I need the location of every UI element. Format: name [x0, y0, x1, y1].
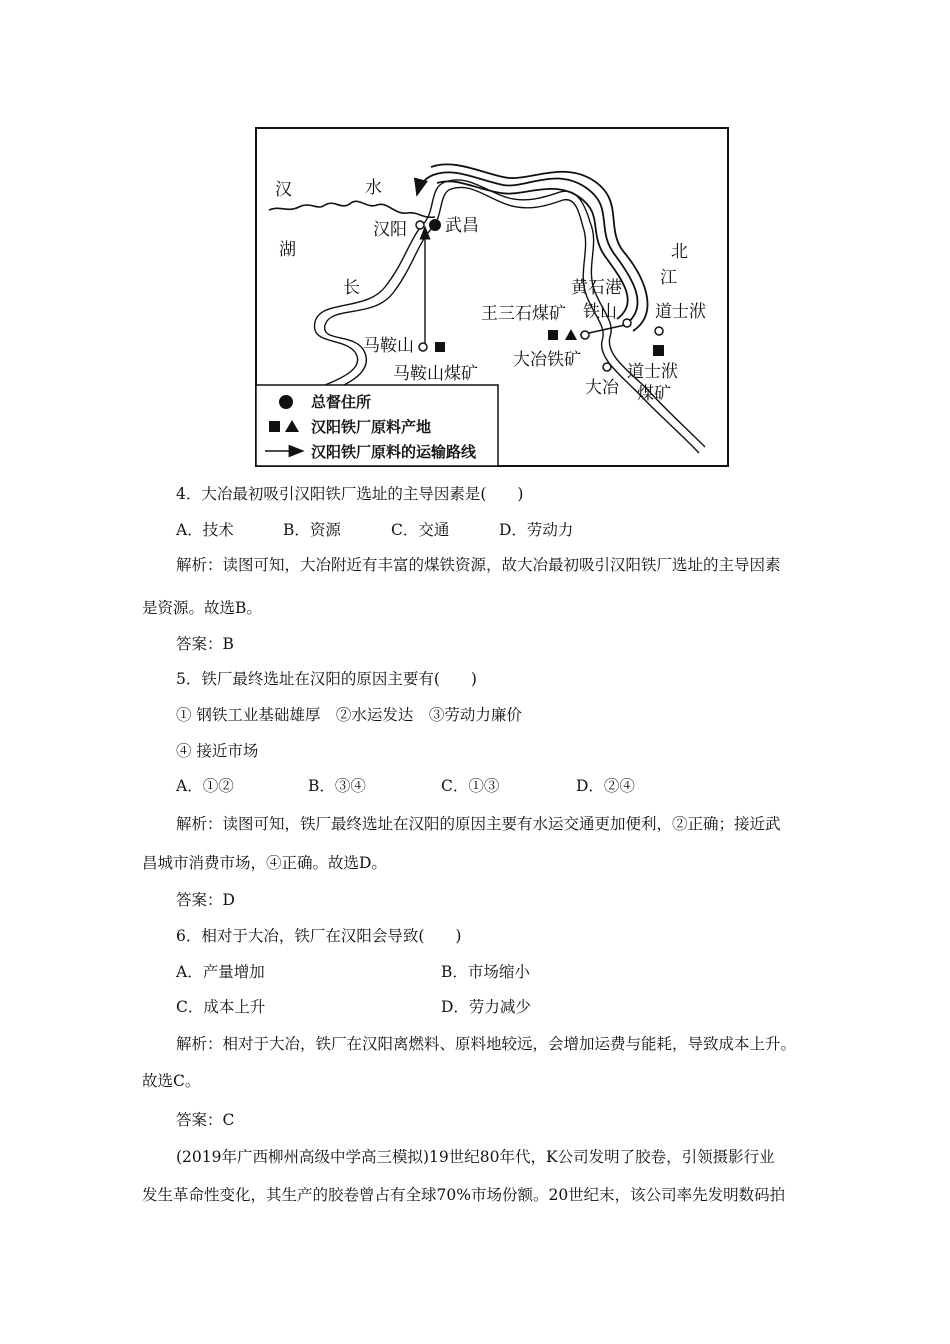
q6-option-a[interactable]: A．产量增加 [176, 963, 265, 981]
daoshixu-coal-symbol [653, 345, 664, 356]
q5-answer: 答案：D [176, 891, 235, 909]
q5-option-d[interactable]: D．②④ [576, 777, 635, 795]
q5-analysis-line-1: 解析：读图可知，铁厂最终选址在汉阳的原因主要有水运交通更加便利，②正确；接近武 [176, 815, 781, 833]
legend-route-label: 汉阳铁厂原料的运输路线 [311, 443, 477, 461]
q4-answer: 答案：B [176, 635, 234, 653]
label-maanshan: 马鞍山 [363, 336, 414, 356]
map-legend [256, 385, 498, 466]
intro-line-1: (2019年广西柳州高级中学高三模拟)19世纪80年代，K公司发明了胶卷，引领摄影行业 [176, 1148, 775, 1166]
maanshan-point [419, 343, 427, 351]
label-beijiang-jiang: 江 [660, 268, 677, 288]
tieshan-point [623, 319, 631, 327]
wuchang-office-symbol [429, 219, 441, 231]
label-shui: 水 [365, 178, 382, 198]
q4-option-c[interactable]: C．交通 [391, 521, 450, 539]
label-daye: 大冶 [585, 378, 619, 398]
q4-option-b[interactable]: B．资源 [283, 521, 341, 539]
label-wangsanshi: 王三石煤矿 [481, 304, 566, 324]
daoshixu-point [655, 327, 663, 335]
q5-analysis-line-2: 昌城市消费市场，④正确。故选D。 [142, 854, 387, 872]
label-chang: 长 [343, 278, 360, 298]
hanyang-ironworks-map [255, 127, 729, 467]
daye-point [603, 363, 611, 371]
q6-answer: 答案：C [176, 1111, 235, 1129]
legend-raw-material-label: 汉阳铁厂原料产地 [311, 418, 432, 436]
q6-stem: 6．相对于大冶，铁厂在汉阳会导致( ) [176, 927, 462, 945]
q5-stem: 5．铁厂最终选址在汉阳的原因主要有( ) [176, 670, 477, 688]
label-maanshan-coal: 马鞍山煤矿 [393, 364, 478, 384]
maanshan-coal-symbol [435, 342, 445, 352]
label-beijiang-bei: 北 [671, 242, 688, 262]
daye-iron-point [581, 331, 589, 339]
q4-analysis-line-1: 解析：读图可知，大冶附近有丰富的煤铁资源，故大冶最初吸引汉阳铁厂选址的主导因素 [176, 556, 781, 574]
label-daoshixu: 道士洑 [655, 302, 706, 322]
q4-stem: 4．大冶最初吸引汉阳铁厂选址的主导因素是( ) [176, 485, 524, 503]
label-hu: 湖 [279, 240, 296, 260]
q5-option-c[interactable]: C．①③ [441, 777, 500, 795]
q4-analysis-line-2: 是资源。故选B。 [142, 599, 262, 617]
q5-items-line-1: ① 钢铁工业基础雄厚 ②水运发达 ③劳动力廉价 [176, 706, 522, 724]
q6-option-b[interactable]: B．市场缩小 [441, 963, 530, 981]
q6-option-d[interactable]: D．劳力减少 [441, 998, 531, 1016]
q5-option-a[interactable]: A．①② [176, 777, 234, 795]
legend-coal-symbol [269, 421, 280, 432]
q5-items-line-2: ④ 接近市场 [176, 742, 259, 760]
intro-line-2: 发生革命性变化，其生产的胶卷曾占有全球70%市场份额。20世纪末，该公司率先发明数码拍 [142, 1186, 786, 1204]
legend-office-label: 总督住所 [311, 393, 372, 411]
label-wuchang: 武昌 [445, 216, 479, 236]
label-daye-iron: 大冶铁矿 [513, 350, 581, 370]
q6-analysis-line-1: 解析：相对于大冶，铁厂在汉阳离燃料、原料地较远，会增加运费与能耗，导致成本上升。 [176, 1035, 797, 1053]
q6-analysis-line-2: 故选C。 [142, 1072, 201, 1090]
q5-option-b[interactable]: B．③④ [308, 777, 366, 795]
label-daoshixu-coal-2: 煤矿 [637, 384, 671, 404]
q4-option-d[interactable]: D．劳动力 [499, 521, 574, 539]
wangsanshi-coal-symbol [548, 330, 558, 340]
label-daoshixu-coal-1: 道士洑 [627, 362, 678, 382]
label-hanyang: 汉阳 [373, 220, 407, 240]
q4-option-a[interactable]: A．技术 [176, 521, 234, 539]
label-tieshan: 铁山 [583, 302, 617, 322]
hanyang-point [416, 221, 424, 229]
q6-option-c[interactable]: C．成本上升 [176, 998, 266, 1016]
label-han: 汉 [275, 180, 292, 200]
label-huangshigang: 黄石港 [571, 278, 622, 298]
legend-office-symbol [279, 395, 293, 409]
